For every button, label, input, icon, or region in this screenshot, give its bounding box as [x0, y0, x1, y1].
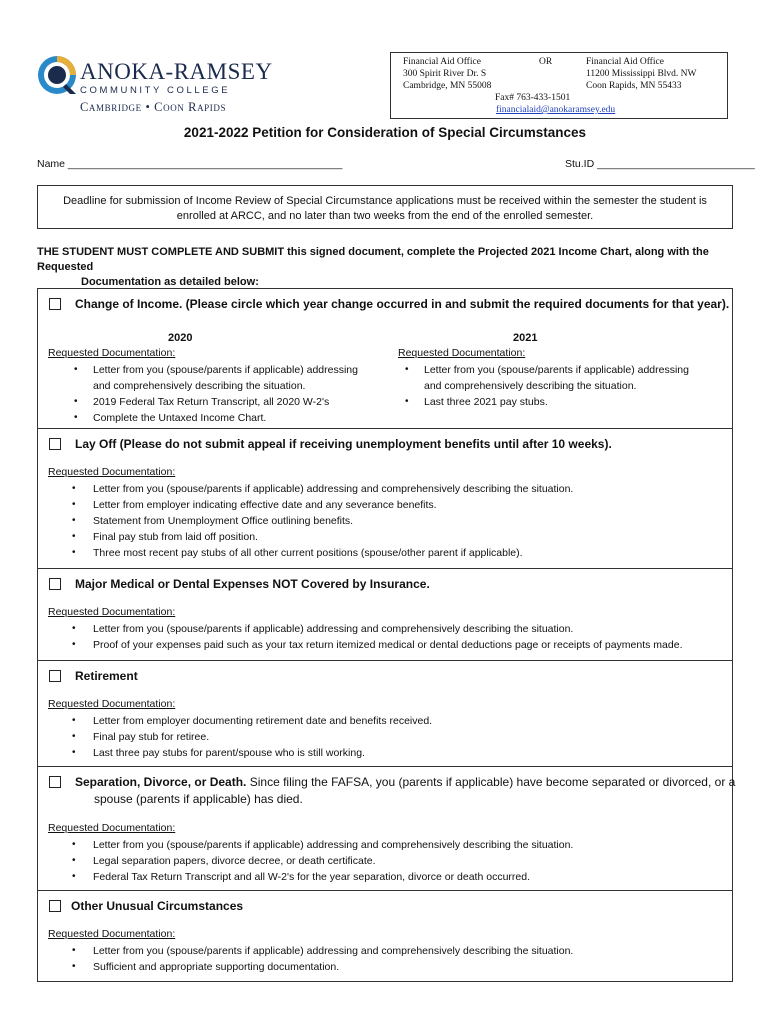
list-item: • Letter from you (spouse/parents if applicable) addressing and comprehensively describing the situation.	[396, 362, 696, 394]
requested-doc-label: Requested Documentation:	[398, 347, 526, 359]
page-title: 2021-2022 Petition for Consideration of Special Circumstances	[183, 125, 587, 140]
list-item: • 2019 Federal Tax Return Transcript, all 2020 W-2's	[65, 394, 365, 410]
requested-doc-label: Requested Documentation:	[48, 822, 176, 834]
list-item: • Letter from you (spouse/parents if applicable) addressing and comprehensively describing the situation.	[48, 621, 683, 637]
list-item: • Legal separation papers, divorce decree, or death certificate.	[48, 853, 573, 869]
list-item: • Letter from you (spouse/parents if applicable) addressing and comprehensively describing the situation.	[65, 362, 365, 394]
requested-doc-label: Requested Documentation:	[48, 698, 176, 710]
year-2020-label: 2020	[168, 332, 193, 344]
list-item: • Final pay stub from laid off position.	[48, 529, 573, 545]
address-line: 11200 Mississippi Blvd. NW	[586, 69, 697, 79]
or-label: OR	[539, 57, 553, 67]
list-item: • Letter from you (spouse/parents if applicable) addressing and comprehensively describing the situation.	[48, 837, 573, 853]
income-2020-list	[65, 362, 365, 426]
medical-checkbox[interactable]	[49, 578, 61, 590]
retirement-checkbox[interactable]	[49, 670, 61, 682]
cambridge-address	[403, 56, 491, 92]
student-id-field[interactable]: Stu.ID ___________________________	[565, 158, 755, 170]
section-heading: Major Medical or Dental Expenses NOT Covered by Insurance.	[75, 577, 430, 591]
list-item: • Complete the Untaxed Income Chart.	[65, 410, 365, 426]
list-item: • Letter from employer documenting retirement date and benefits received.	[48, 713, 432, 729]
separation-checkbox[interactable]	[49, 776, 61, 788]
section-major-medical	[37, 568, 733, 660]
deadline-notice: Deadline for submission of Income Review of Special Circumstance applications must be received within the semester the student is enrolled at ARCC, and no later than two weeks from the end of the enrolled semester.	[37, 185, 733, 229]
retirement-list	[48, 713, 432, 761]
list-item: • Federal Tax Return Transcript and all W-2's for the year separation, divorce or death occurred.	[48, 869, 573, 885]
layoff-checkbox[interactable]	[49, 438, 61, 450]
name-field[interactable]: Name _______________________________________________	[37, 158, 343, 170]
list-item: • Proof of your expenses paid such as your tax return itemized medical or dental deductions page or receipts of payments made.	[48, 637, 683, 653]
section-separation	[37, 766, 736, 890]
requested-doc-label: Requested Documentation:	[48, 928, 176, 940]
address-line: Cambridge, MN 55008	[403, 81, 492, 91]
requested-doc-label: Requested Documentation:	[48, 466, 176, 478]
instructions	[37, 245, 737, 290]
coon-rapids-address	[586, 56, 697, 92]
list-item: • Letter from you (spouse/parents if applicable) addressing and comprehensively describing the situation.	[48, 943, 573, 959]
address-line: Coon Rapids, MN 55433	[586, 81, 682, 91]
section-heading: Lay Off (Please do not submit appeal if receiving unemployment benefits until after 10 weeks).	[75, 437, 612, 451]
layoff-list	[48, 481, 573, 561]
medical-list	[48, 621, 683, 653]
other-list	[48, 943, 573, 975]
year-2021-label: 2021	[513, 332, 538, 344]
college-subtitle: COMMUNITY COLLEGE	[80, 85, 231, 96]
list-item: • Final pay stub for retiree.	[48, 729, 432, 745]
section-lay-off	[37, 428, 733, 568]
address-line: Financial Aid Office	[586, 57, 664, 67]
instructions-line-2: Documentation as detailed below:	[81, 276, 259, 288]
section-change-of-income	[37, 288, 733, 428]
list-item: • Letter from you (spouse/parents if applicable) addressing and comprehensively describing the situation.	[48, 481, 573, 497]
section-heading-continued: spouse (parents if applicable) has died.	[94, 792, 303, 806]
college-name: ANOKA-RAMSEY	[80, 59, 273, 84]
list-item: • Statement from Unemployment Office outlining benefits.	[48, 513, 573, 529]
section-heading-bold: Separation, Divorce, or Death.	[75, 775, 247, 789]
requested-doc-label: Requested Documentation:	[48, 606, 176, 618]
section-other-unusual	[37, 890, 733, 982]
address-box	[390, 52, 728, 119]
other-checkbox[interactable]	[49, 900, 61, 912]
income-checkbox[interactable]	[49, 298, 61, 310]
section-heading-rest: Since filing the FAFSA, you (parents if applicable) have become separated or divorced, or a	[246, 775, 736, 789]
separation-list	[48, 837, 573, 885]
fax-number: Fax# 763-433-1501	[495, 93, 571, 103]
college-campuses: Cambridge • Coon Rapids	[80, 100, 227, 114]
section-heading: Retirement	[75, 669, 138, 683]
section-retirement	[37, 660, 733, 766]
section-heading	[75, 775, 735, 789]
college-logo-icon	[36, 54, 78, 96]
list-item: • Letter from employer indicating effective date and any severance benefits.	[48, 497, 573, 513]
section-heading: Other Unusual Circumstances	[71, 899, 244, 913]
address-line: 300 Spirit River Dr. S	[403, 69, 487, 79]
requested-doc-label: Requested Documentation:	[48, 347, 176, 359]
address-line: Financial Aid Office	[403, 57, 481, 67]
email-link[interactable]: financialaid@anokaramsey.edu	[496, 105, 616, 115]
list-item: • Last three pay stubs for parent/spouse who is still working.	[48, 745, 432, 761]
list-item: • Three most recent pay stubs of all other current positions (spouse/other parent if applicable).	[48, 545, 573, 561]
list-item: • Last three 2021 pay stubs.	[396, 394, 696, 410]
income-2021-list	[396, 362, 696, 410]
section-heading: Change of Income. (Please circle which year change occurred in and submit the required documents for that year).	[75, 297, 730, 311]
list-item: • Sufficient and appropriate supporting documentation.	[48, 959, 573, 975]
instructions-line-1: THE STUDENT MUST COMPLETE AND SUBMIT this signed document, complete the Projected 2021 Income Chart, along with the Requested	[37, 246, 709, 273]
